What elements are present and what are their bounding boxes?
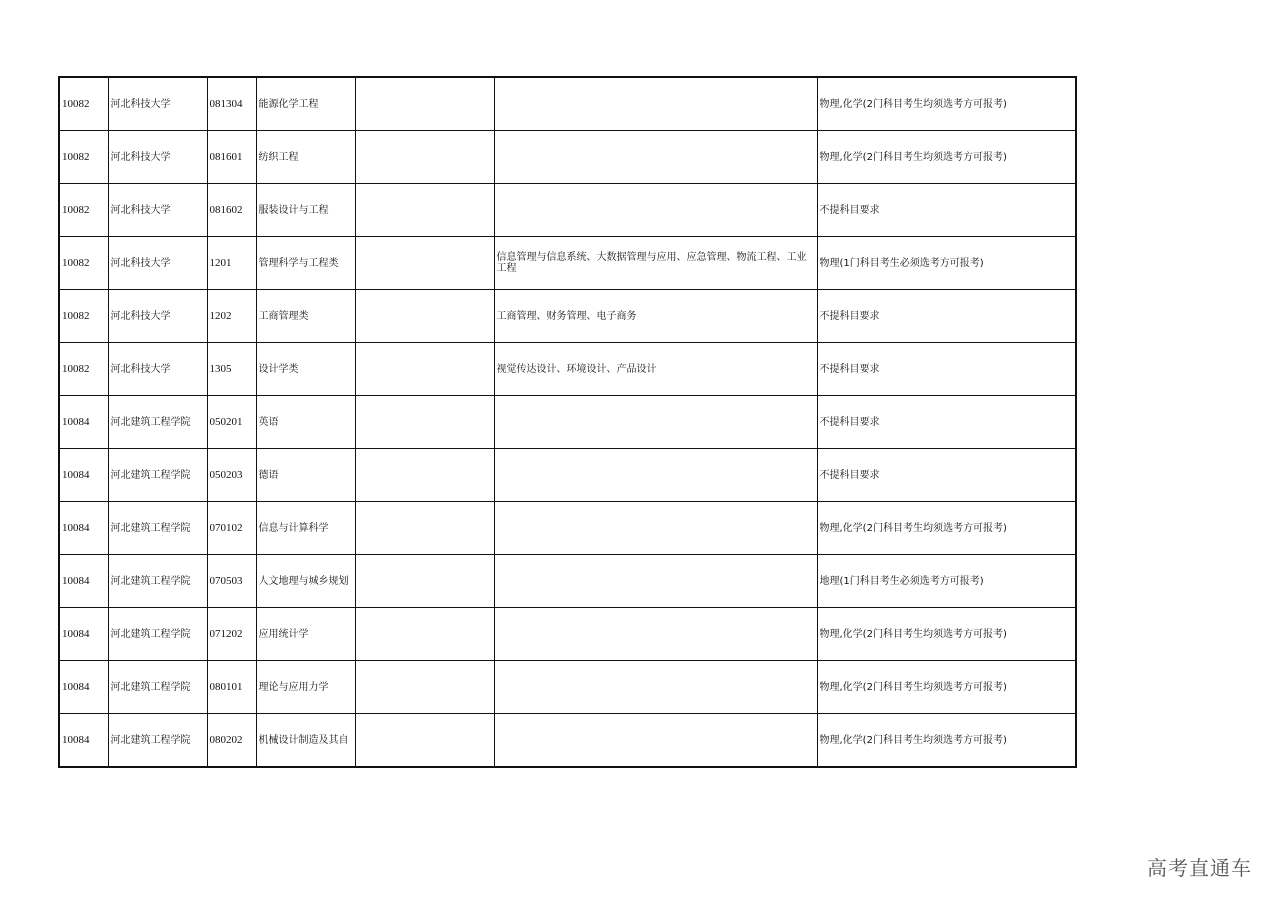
included-majors-cell bbox=[494, 77, 817, 131]
major-code-cell: 080202 bbox=[207, 714, 256, 768]
table-row bbox=[59, 184, 1076, 237]
school-code-cell: 10084 bbox=[59, 502, 108, 555]
school-code-cell: 10084 bbox=[59, 396, 108, 449]
note-cell bbox=[355, 184, 494, 237]
major-name-cell: 人文地理与城乡规划 bbox=[256, 555, 355, 608]
major-code-cell: 080101 bbox=[207, 661, 256, 714]
school-code-cell: 10082 bbox=[59, 77, 108, 131]
school-code-cell: 10082 bbox=[59, 184, 108, 237]
table-row bbox=[59, 555, 1076, 608]
table-row bbox=[59, 714, 1076, 768]
included-majors-cell bbox=[494, 555, 817, 608]
major-name-cell: 工商管理类 bbox=[256, 290, 355, 343]
major-code-cell: 050203 bbox=[207, 449, 256, 502]
included-majors-cell bbox=[494, 608, 817, 661]
table-row bbox=[59, 502, 1076, 555]
school-code-cell: 10082 bbox=[59, 237, 108, 290]
school-name-cell: 河北科技大学 bbox=[108, 237, 207, 290]
school-code-cell: 10084 bbox=[59, 714, 108, 768]
note-cell bbox=[355, 608, 494, 661]
table-body bbox=[59, 77, 1076, 767]
note-cell bbox=[355, 343, 494, 396]
major-code-cell: 070503 bbox=[207, 555, 256, 608]
school-code-cell: 10084 bbox=[59, 555, 108, 608]
included-majors-cell bbox=[494, 714, 817, 768]
subject-requirement-cell: 物理,化学(2门科目考生均须选考方可报考) bbox=[817, 661, 1076, 714]
subject-requirement-cell: 物理,化学(2门科目考生均须选考方可报考) bbox=[817, 502, 1076, 555]
major-code-cell: 050201 bbox=[207, 396, 256, 449]
included-majors-cell bbox=[494, 449, 817, 502]
table-row bbox=[59, 449, 1076, 502]
major-name-cell: 管理科学与工程类 bbox=[256, 237, 355, 290]
watermark-text: 高考直通车 bbox=[1147, 856, 1252, 880]
subject-requirement-cell: 物理,化学(2门科目考生均须选考方可报考) bbox=[817, 608, 1076, 661]
included-majors-cell bbox=[494, 502, 817, 555]
major-name-cell: 理论与应用力学 bbox=[256, 661, 355, 714]
major-name-cell: 能源化学工程 bbox=[256, 77, 355, 131]
subject-requirement-cell: 不提科目要求 bbox=[817, 449, 1076, 502]
school-name-cell: 河北建筑工程学院 bbox=[108, 502, 207, 555]
subject-requirement-cell: 物理,化学(2门科目考生均须选考方可报考) bbox=[817, 714, 1076, 768]
major-name-cell: 纺织工程 bbox=[256, 131, 355, 184]
note-cell bbox=[355, 131, 494, 184]
subject-requirement-cell: 不提科目要求 bbox=[817, 184, 1076, 237]
school-name-cell: 河北建筑工程学院 bbox=[108, 608, 207, 661]
table-row bbox=[59, 77, 1076, 131]
major-code-cell: 081601 bbox=[207, 131, 256, 184]
note-cell bbox=[355, 290, 494, 343]
school-name-cell: 河北建筑工程学院 bbox=[108, 661, 207, 714]
table-row bbox=[59, 131, 1076, 184]
subject-requirement-cell: 地理(1门科目考生必须选考方可报考) bbox=[817, 555, 1076, 608]
school-code-cell: 10084 bbox=[59, 449, 108, 502]
school-name-cell: 河北建筑工程学院 bbox=[108, 555, 207, 608]
subject-requirement-cell: 不提科目要求 bbox=[817, 343, 1076, 396]
included-majors-cell bbox=[494, 396, 817, 449]
school-code-cell: 10084 bbox=[59, 608, 108, 661]
note-cell bbox=[355, 502, 494, 555]
table-row bbox=[59, 343, 1076, 396]
major-name-cell: 德语 bbox=[256, 449, 355, 502]
major-name-cell: 服装设计与工程 bbox=[256, 184, 355, 237]
table-row bbox=[59, 608, 1076, 661]
note-cell bbox=[355, 77, 494, 131]
major-code-cell: 071202 bbox=[207, 608, 256, 661]
included-majors-cell: 视觉传达设计、环境设计、产品设计 bbox=[494, 343, 817, 396]
major-name-cell: 应用统计学 bbox=[256, 608, 355, 661]
major-code-cell: 070102 bbox=[207, 502, 256, 555]
subject-requirement-cell: 物理,化学(2门科目考生均须选考方可报考) bbox=[817, 131, 1076, 184]
school-name-cell: 河北科技大学 bbox=[108, 184, 207, 237]
subject-requirement-cell: 物理,化学(2门科目考生均须选考方可报考) bbox=[817, 77, 1076, 131]
major-code-cell: 1201 bbox=[207, 237, 256, 290]
major-code-cell: 081304 bbox=[207, 77, 256, 131]
note-cell bbox=[355, 714, 494, 768]
table-row bbox=[59, 237, 1076, 290]
school-name-cell: 河北建筑工程学院 bbox=[108, 714, 207, 768]
subject-requirement-cell: 不提科目要求 bbox=[817, 290, 1076, 343]
major-code-cell: 1305 bbox=[207, 343, 256, 396]
table-row bbox=[59, 290, 1076, 343]
note-cell bbox=[355, 449, 494, 502]
school-code-cell: 10082 bbox=[59, 343, 108, 396]
major-name-cell: 机械设计制造及其自 bbox=[256, 714, 355, 768]
included-majors-cell bbox=[494, 184, 817, 237]
included-majors-cell bbox=[494, 661, 817, 714]
table-row bbox=[59, 661, 1076, 714]
included-majors-cell: 信息管理与信息系统、大数据管理与应用、应急管理、物流工程、工业工程 bbox=[494, 237, 817, 290]
school-code-cell: 10082 bbox=[59, 131, 108, 184]
school-name-cell: 河北科技大学 bbox=[108, 290, 207, 343]
school-name-cell: 河北科技大学 bbox=[108, 343, 207, 396]
included-majors-cell: 工商管理、财务管理、电子商务 bbox=[494, 290, 817, 343]
subject-requirements-table bbox=[58, 76, 1077, 768]
major-name-cell: 设计学类 bbox=[256, 343, 355, 396]
note-cell bbox=[355, 661, 494, 714]
school-code-cell: 10084 bbox=[59, 661, 108, 714]
school-name-cell: 河北建筑工程学院 bbox=[108, 396, 207, 449]
major-code-cell: 1202 bbox=[207, 290, 256, 343]
subject-requirement-cell: 物理(1门科目考生必须选考方可报考) bbox=[817, 237, 1076, 290]
note-cell bbox=[355, 237, 494, 290]
table-row bbox=[59, 396, 1076, 449]
school-name-cell: 河北科技大学 bbox=[108, 77, 207, 131]
major-name-cell: 信息与计算科学 bbox=[256, 502, 355, 555]
school-name-cell: 河北科技大学 bbox=[108, 131, 207, 184]
major-name-cell: 英语 bbox=[256, 396, 355, 449]
subject-requirement-cell: 不提科目要求 bbox=[817, 396, 1076, 449]
note-cell bbox=[355, 555, 494, 608]
major-code-cell: 081602 bbox=[207, 184, 256, 237]
school-name-cell: 河北建筑工程学院 bbox=[108, 449, 207, 502]
school-code-cell: 10082 bbox=[59, 290, 108, 343]
included-majors-cell bbox=[494, 131, 817, 184]
note-cell bbox=[355, 396, 494, 449]
